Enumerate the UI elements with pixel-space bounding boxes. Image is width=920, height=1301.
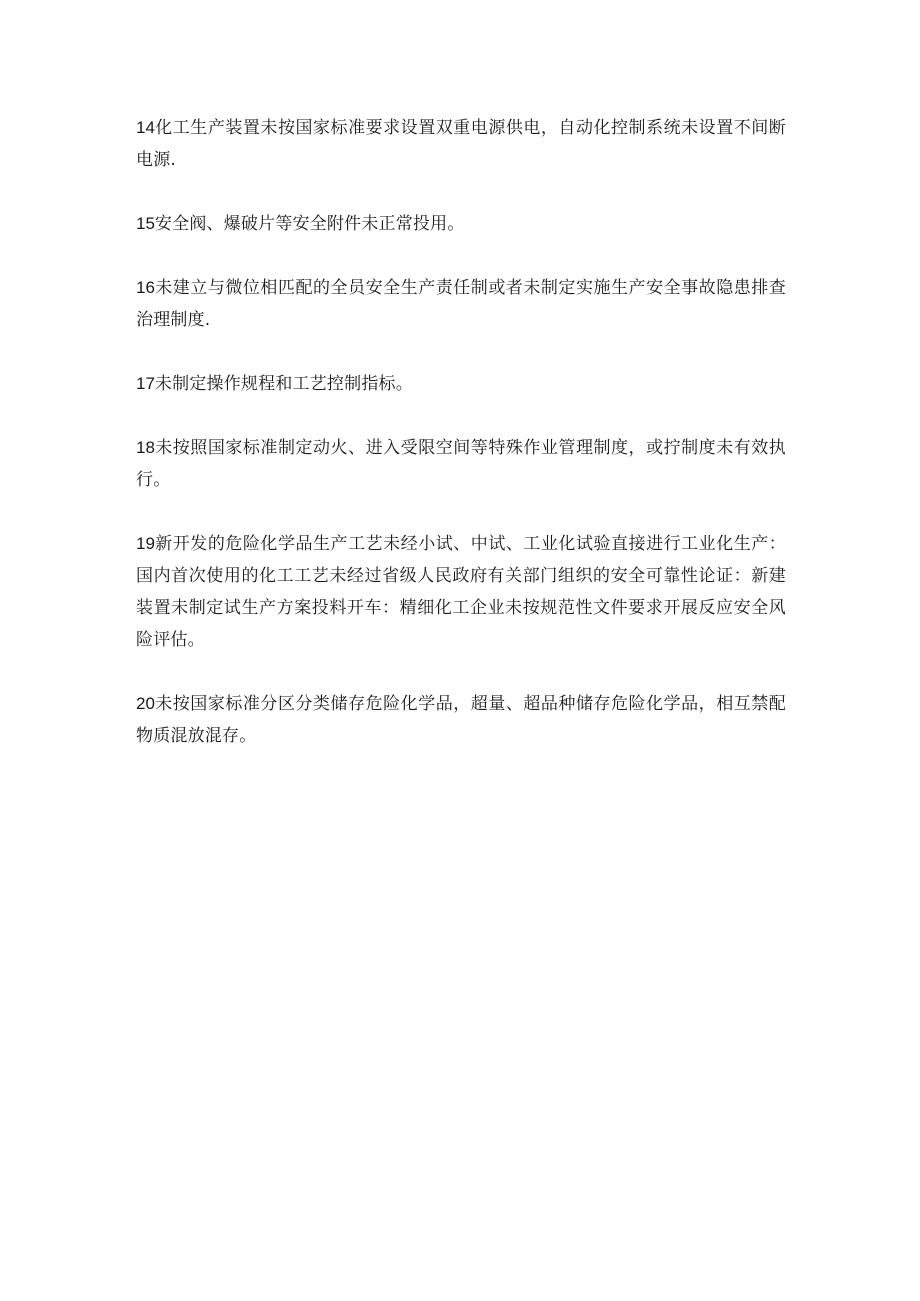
item-number: 18 [136,438,155,457]
list-item-17 [136,368,786,400]
list-item-14 [136,112,786,176]
item-text: 化工生产装置未按国家标准要求设置双重电源供电，自动化控制系统未设置不间断电源. [136,118,786,170]
item-text: 未建立与微位相匹配的全员安全生产责任制或者未制定实施生产安全事故隐患排查治理制度. [136,278,786,330]
item-number: 15 [136,214,155,233]
item-text: 未按照国家标准制定动火、进入受限空间等特殊作业管理制度，或拧制度未有效执行。 [136,438,786,490]
item-number: 20 [136,694,155,713]
list-item-18 [136,432,786,496]
list-item-15 [136,208,786,240]
item-text: 新开发的危险化学品生产工艺未经小试、中试、工业化试验直接进行工业化生产：国内首次使用的化工工艺未经过省级人民政府有关部门组织的安全可靠性论证：新建装置未制定试生产方案投料开车：精细化工企业未按规范性文件要求开展反应安全风险评估。 [136,534,786,650]
list-item-20 [136,688,786,752]
item-number: 19 [136,534,155,553]
item-number: 17 [136,374,155,393]
item-number: 14 [136,118,155,137]
item-text: 未制定操作规程和工艺控制指标。 [154,374,413,394]
item-text: 安全阀、爆破片等安全附件未正常投用。 [154,214,465,234]
document-body [136,112,786,784]
list-item-16 [136,272,786,336]
list-item-19 [136,528,786,656]
item-number: 16 [136,278,155,297]
item-text: 未按国家标准分区分类储存危险化学品，超量、超品种储存危险化学品，相互禁配物质混放混存。 [136,694,786,746]
